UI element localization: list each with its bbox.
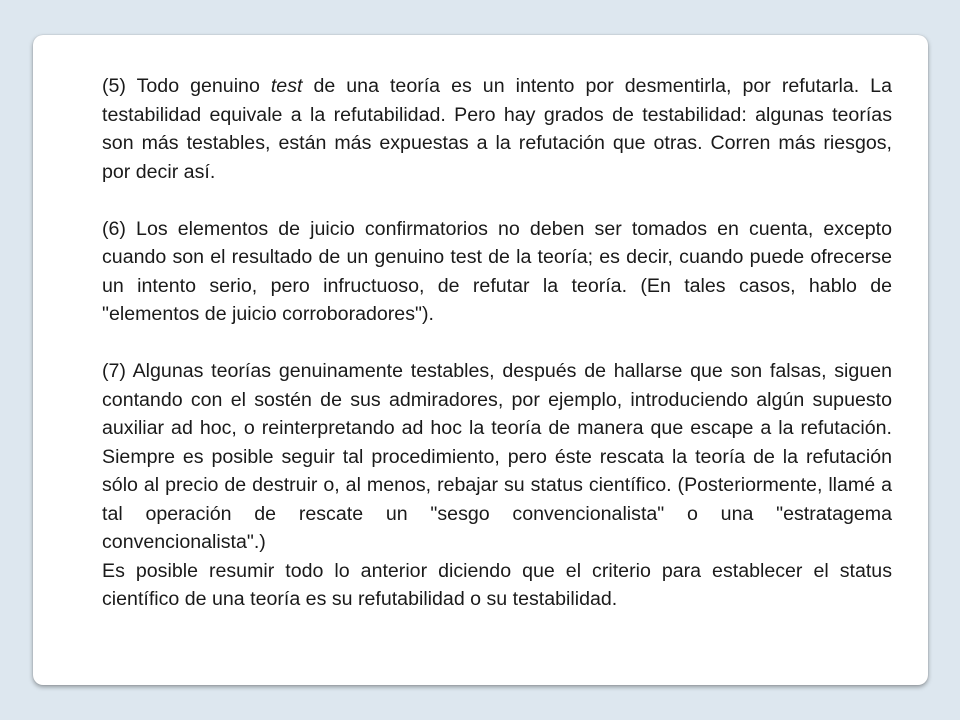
paragraph-5-rest: de una teoría es un intento por desmentirla, por refutarla. La testabilidad equivale a la refutabilidad. Pero hay grados de testabilidad: algunas teorías son más testables, están más expuestas a la refutación que otras. Corren más riesgos, por decir así. — [102, 75, 892, 183]
paragraph-7: (7) Algunas teorías genuinamente testables, después de hallarse que son falsas, siguen contando con el sostén de sus admiradores, por ejemplo, introduciendo algún supuesto auxiliar ad hoc, o reinterpretando ad hoc la teoría de manera que escape a la refutación. Siempre es posible seguir tal procedimiento, pero éste rescata la teoría de la refutación sólo al precio de destruir o, al menos, rebajar su status científico. (Posteriormente, llamé a tal operación de rescate un "sesgo convencionalista" o una "estratagema convencionalista".) — [102, 360, 892, 553]
paragraph-gap — [102, 186, 892, 215]
paragraph-5 — [102, 72, 892, 186]
paragraph-6: (6) Los elementos de juicio confirmatorios no deben ser tomados en cuenta, excepto cuando son el resultado de un genuino test de la teoría; es decir, cuando puede ofrecerse un intento serio, pero infructuoso, de refutar la teoría. (En tales casos, hablo de "elementos de juicio corroboradores"). — [102, 217, 892, 325]
slide-text-body — [102, 72, 892, 614]
paragraph-gap — [102, 329, 892, 358]
paragraph-5-start: (5) Todo genuino — [102, 75, 271, 97]
paragraph-5-italic-test: test — [270, 75, 303, 97]
summary-paragraph: Es posible resumir todo lo anterior diciendo que el criterio para establecer el status científico de una teoría es su refutabilidad o su testabilidad. — [102, 559, 892, 610]
